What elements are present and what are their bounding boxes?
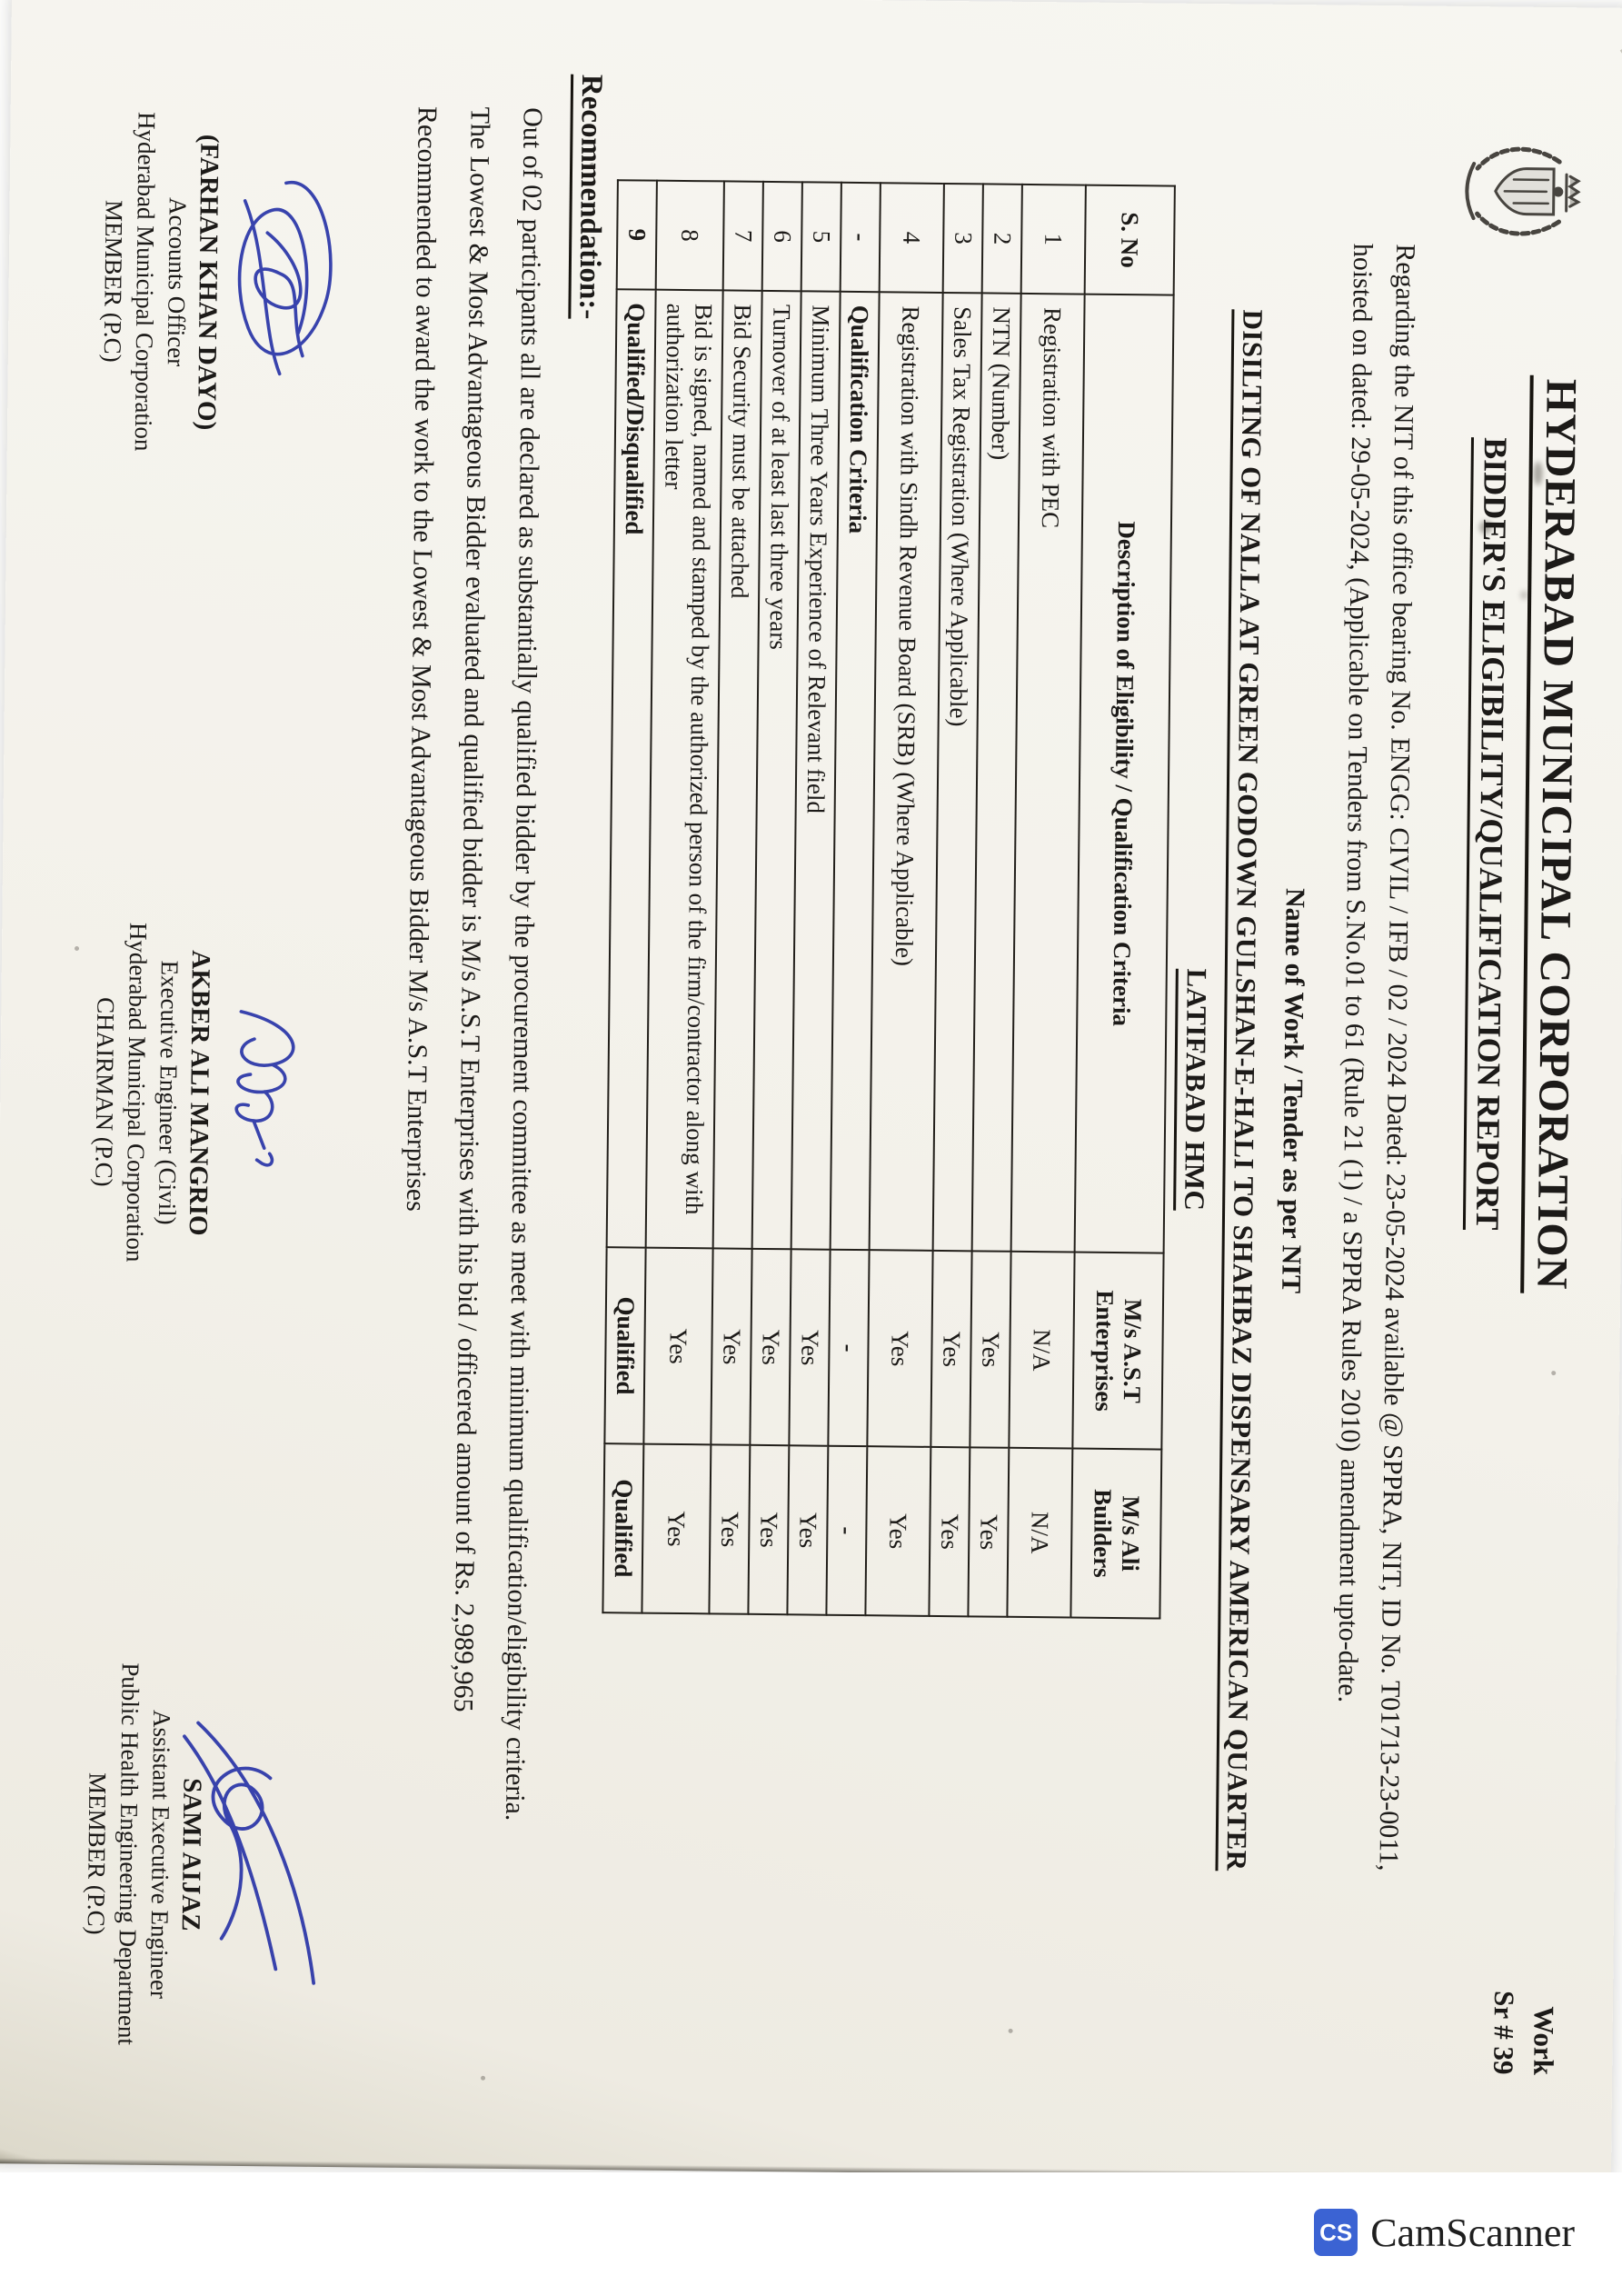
work-serial-block — [1483, 1892, 1565, 2075]
table-header-row — [1070, 185, 1174, 1619]
cell-sno: 2 — [982, 184, 1022, 293]
cell-sno: 9 — [617, 180, 657, 289]
recommendation-line-1: Out of 02 participants all are declared as substantially qualified bidder by the procurement committee as meet with minimum qualification/eligibility criteria. — [500, 107, 548, 1822]
cell-bidder1: Yes — [789, 1250, 830, 1446]
recommendation-line-2: The Lowest & Most Advantageous Bidder evaluated and qualified bidder is M/s A.S.T Enterprises with his bid / officered amount of Rs. 2,989,965 — [448, 106, 495, 1712]
cell-description: Qualification Criteria — [831, 292, 880, 1251]
cell-description: Bid Security must be attached — [713, 290, 762, 1249]
cell-sno: 5 — [801, 182, 841, 291]
cell-bidder2: Yes — [642, 1444, 711, 1614]
header-description: Description of Eligibility / Qualification Criteria — [1075, 294, 1174, 1253]
cell-bidder1: Qualified — [604, 1247, 645, 1443]
work-title-line2: LATIFABAD HMC — [1168, 4, 1223, 2176]
cell-description: Qualified/Disqualified — [607, 289, 656, 1248]
signatory-title: Assistant Executive Engineer — [144, 1709, 176, 2000]
scan-speck — [75, 946, 79, 951]
report-title: BIDDER'S ELIGIBILITY/QUALIFICATION REPORT — [1463, 437, 1515, 1231]
nit-line-2: hoisted on dated: 29-05-2024, (Applicable on Tenders from S.No.01 to 61 (Rule 21 (1) / a SPPRA Rules 2010) amendment upto-date. — [1332, 243, 1378, 1703]
cell-description: Registration with PEC — [1011, 294, 1085, 1253]
signatory-title: Accounts Officer — [162, 196, 192, 367]
signatory-name: SAMI AIJAZ — [175, 1778, 207, 1932]
cell-sno: 7 — [723, 181, 763, 290]
corporation-title: HYDERABAD MUNICIPAL CORPORATION — [1520, 374, 1587, 1293]
cell-bidder2: - — [826, 1446, 867, 1615]
cell-sno: 6 — [762, 182, 802, 291]
camscanner-label: CamScanner — [1370, 2210, 1575, 2255]
hmc-crest-logo — [1456, 141, 1588, 243]
signature-block-accounts-officer — [95, 35, 363, 529]
signature-ink-farhan — [220, 37, 363, 530]
signatory-role: CHAIRMAN (P.C) — [90, 996, 120, 1187]
name-of-work-label: Name of Work / Tender as per NIT — [1276, 887, 1310, 1294]
signature-scribble-icon — [207, 984, 328, 1203]
cell-sno: 1 — [1021, 185, 1086, 294]
camscanner-footer-band — [0, 2172, 1622, 2296]
cell-bidder1: Yes — [867, 1250, 932, 1447]
cell-description: Sales Tax Registration (Where Applicable) — [933, 293, 982, 1252]
cell-description: Registration with Sindh Revenue Board (SRB) (Where Applicable) — [870, 292, 943, 1251]
signatory-name: (FARHAN KHAN DAYO) — [192, 134, 224, 431]
signatory-role: MEMBER (P.C) — [98, 199, 128, 363]
cell-description: Minimum Three Years Experience of Relevant field — [791, 291, 841, 1250]
scan-speck — [1009, 2029, 1013, 2033]
cell-sno: 3 — [943, 184, 983, 293]
crest-icon — [1460, 141, 1588, 242]
cell-bidder2: Yes — [748, 1445, 789, 1614]
cell-sno: 8 — [656, 181, 724, 291]
cell-sno: 4 — [880, 183, 944, 293]
signature-ink-sami — [203, 1582, 346, 2130]
cell-bidder1: Yes — [930, 1251, 971, 1447]
cell-bidder1: - — [828, 1250, 869, 1446]
camscanner-cs-icon: CS — [1314, 2209, 1358, 2256]
signatory-title: Executive Engineer (Civil) — [153, 960, 184, 1225]
scan-speck — [1551, 1371, 1556, 1375]
cell-bidder1: Yes — [711, 1249, 751, 1445]
cell-bidder2: Yes — [787, 1445, 828, 1614]
cell-bidder1: Yes — [970, 1252, 1010, 1448]
header-bidder1: M/s A.S.T Enterprises — [1072, 1253, 1163, 1450]
signature-block-executive-engineer — [85, 846, 354, 1340]
signature-block-assistant-executive-engineer — [77, 1581, 347, 2129]
signatory-role: MEMBER (P.C) — [82, 1772, 112, 1935]
cell-bidder1: Yes — [750, 1249, 791, 1445]
work-label: Work — [1527, 2006, 1560, 2076]
scan-speck — [481, 2076, 485, 2081]
signatory-name: AKBER ALI MANGRIO — [183, 950, 216, 1236]
signature-scribble-icon — [168, 1700, 335, 2011]
signatory-org: Hyderabad Municipal Corporation — [129, 111, 161, 452]
recommendation-line-3: Recommended to award the work to the Lowest & Most Advantageous Bidder M/s A.S.T Enterprises — [401, 105, 443, 1213]
cell-bidder2: Yes — [968, 1447, 1009, 1616]
cell-sno: - — [841, 183, 881, 292]
recommendation-heading: Recommendation:- — [572, 75, 608, 320]
cell-bidder2: N/A — [1007, 1448, 1072, 1618]
signatory-org: Public Health Engineering Department — [113, 1662, 144, 2046]
document-header — [1461, 315, 1587, 1353]
cell-description: NTN (Number) — [972, 293, 1021, 1252]
cell-bidder2: Yes — [709, 1444, 750, 1613]
work-title-line1: DISILTING OF NALLA AT GREEN GODOWN GULSHAN-E-HALI TO SHAHBAZ DISPENSARY AMERICAN QUARTER — [1217, 4, 1272, 2176]
cell-description: Turnover of at least last three years — [752, 291, 801, 1250]
cell-bidder2: Yes — [929, 1447, 970, 1616]
camscanner-watermark — [1314, 2209, 1575, 2256]
cell-bidder2: Qualified — [602, 1443, 643, 1612]
header-bidder2: M/s Ali Builders — [1070, 1449, 1161, 1619]
cell-bidder2: Yes — [865, 1446, 930, 1616]
cell-bidder1: Yes — [643, 1248, 712, 1445]
signatory-org: Hyderabad Municipal Corporation — [121, 922, 153, 1263]
header-sno: S. No — [1085, 185, 1175, 295]
signature-ink-akber — [212, 848, 355, 1341]
eligibility-table — [602, 179, 1175, 1619]
nit-reference-paragraph — [1322, 244, 1427, 2126]
signature-scribble-icon — [215, 146, 354, 421]
nit-line-1: Regarding the NIT of this office bearing No. ENGG: CIVIL / IFB / 02 / 2024 Dated: 23-05-2024 available @ SPPRA, NIT, ID No. T01713-23-0011, — [1373, 244, 1421, 1872]
cell-description: Bid is signed, named and stamped by the authorized person of the firm/contractor along with authorization letter — [646, 290, 723, 1249]
work-serial-number: Sr # 39 — [1488, 1990, 1521, 2075]
cell-bidder1: N/A — [1009, 1252, 1074, 1449]
